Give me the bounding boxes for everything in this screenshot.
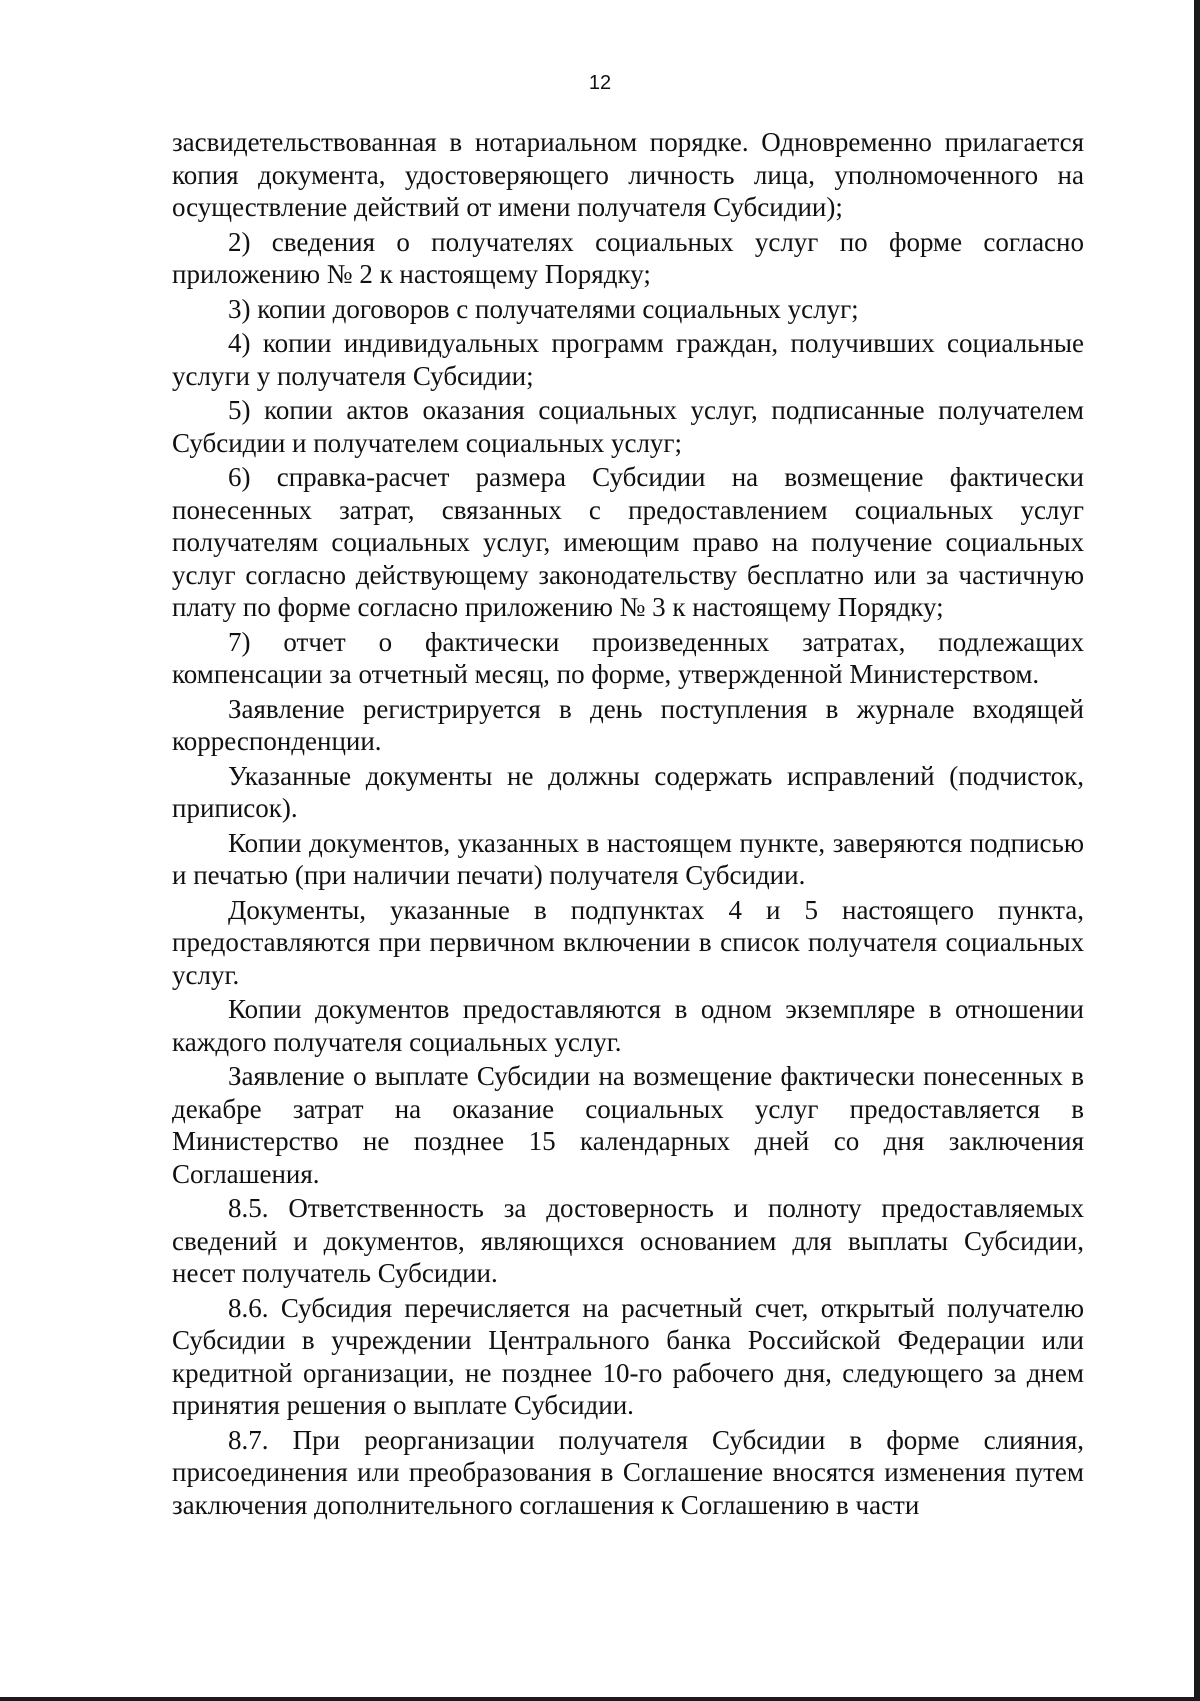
clause-8-5: 8.5. Ответственность за достоверность и полноту предоставляемых сведений и документов, являющихся основанием для выплаты Субсидии, несет получатель Субсидии. — [172, 1193, 1084, 1288]
scan-edge-bottom — [0, 1697, 1200, 1701]
page-number: 12 — [588, 72, 612, 94]
list-item-6: 6) справка-расчет размера Субсидии на возмещение фактически понесенных затрат, связанных с предоставлением социальных услуг получателям социальных услуг, имеющим право на получение социальных услуг согласно действующему законодательству бесплатно или за частичную плату по форме согласно приложению № 3 к настоящему Порядку; — [172, 462, 1084, 622]
list-item-2: 2) сведения о получателях социальных услуг по форме согласно приложению № 2 к настоящему Порядку; — [172, 226, 1084, 289]
list-item-4: 4) копии индивидуальных программ граждан, получивших социальные услуги у получателя Субсидии; — [172, 328, 1084, 391]
paragraph-no-corrections: Указанные документы не должны содержать исправлений (подчисток, приписок). — [172, 760, 1084, 823]
document-body — [172, 126, 1084, 1523]
clause-8-6: 8.6. Субсидия перечисляется на расчетный счет, открытый получателю Субсидии в учреждении Центрального банка Российской Федерации или кредитной организации, не позднее 10-го рабочего дня, следующего за днем принятия решения о выплате Субсидии. — [172, 1292, 1084, 1420]
paragraph-december-application: Заявление о выплате Субсидии на возмещение фактически понесенных в декабре затрат на оказание социальных услуг предоставляется в Министерство не позднее 15 календарных дней со дня заключения Соглашения. — [172, 1061, 1084, 1189]
list-item-5: 5) копии актов оказания социальных услуг, подписанные получателем Субсидии и получателем социальных услуг; — [172, 395, 1084, 458]
paragraph-initial-inclusion: Документы, указанные в подпунктах 4 и 5 настоящего пункта, предоставляются при первичном включении в список получателя социальных услуг. — [172, 894, 1084, 990]
scan-edge-right — [1194, 0, 1200, 1701]
paragraph-single-copy: Копии документов предоставляются в одном экземпляре в отношении каждого получателя социальных услуг. — [172, 994, 1084, 1057]
clause-8-7: 8.7. При реорганизации получателя Субсидии в форме слияния, присоединения или преобразования в Соглашение вносятся изменения путем заключения дополнительного соглашения к Соглашению в части — [172, 1424, 1084, 1520]
paragraph-certification: Копии документов, указанных в настоящем пункте, заверяются подписью и печатью (при наличии печати) получателя Субсидии. — [172, 827, 1084, 890]
list-item-3: 3) копии договоров с получателями социальных услуг; — [228, 293, 859, 324]
paragraph-continuation: засвидетельствованная в нотариальном порядке. Одновременно прилагается копия документа, удостоверяющего личность лица, уполномоченного на осуществление действий от имени получателя Субсидии); — [172, 127, 1084, 222]
list-item-7: 7) отчет о фактически произведенных затратах, подлежащих компенсации за отчетный месяц, по форме, утвержденной Министерством. — [172, 626, 1084, 689]
paragraph-registration: Заявление регистрируется в день поступления в журнале входящей корреспонденции. — [172, 693, 1084, 756]
